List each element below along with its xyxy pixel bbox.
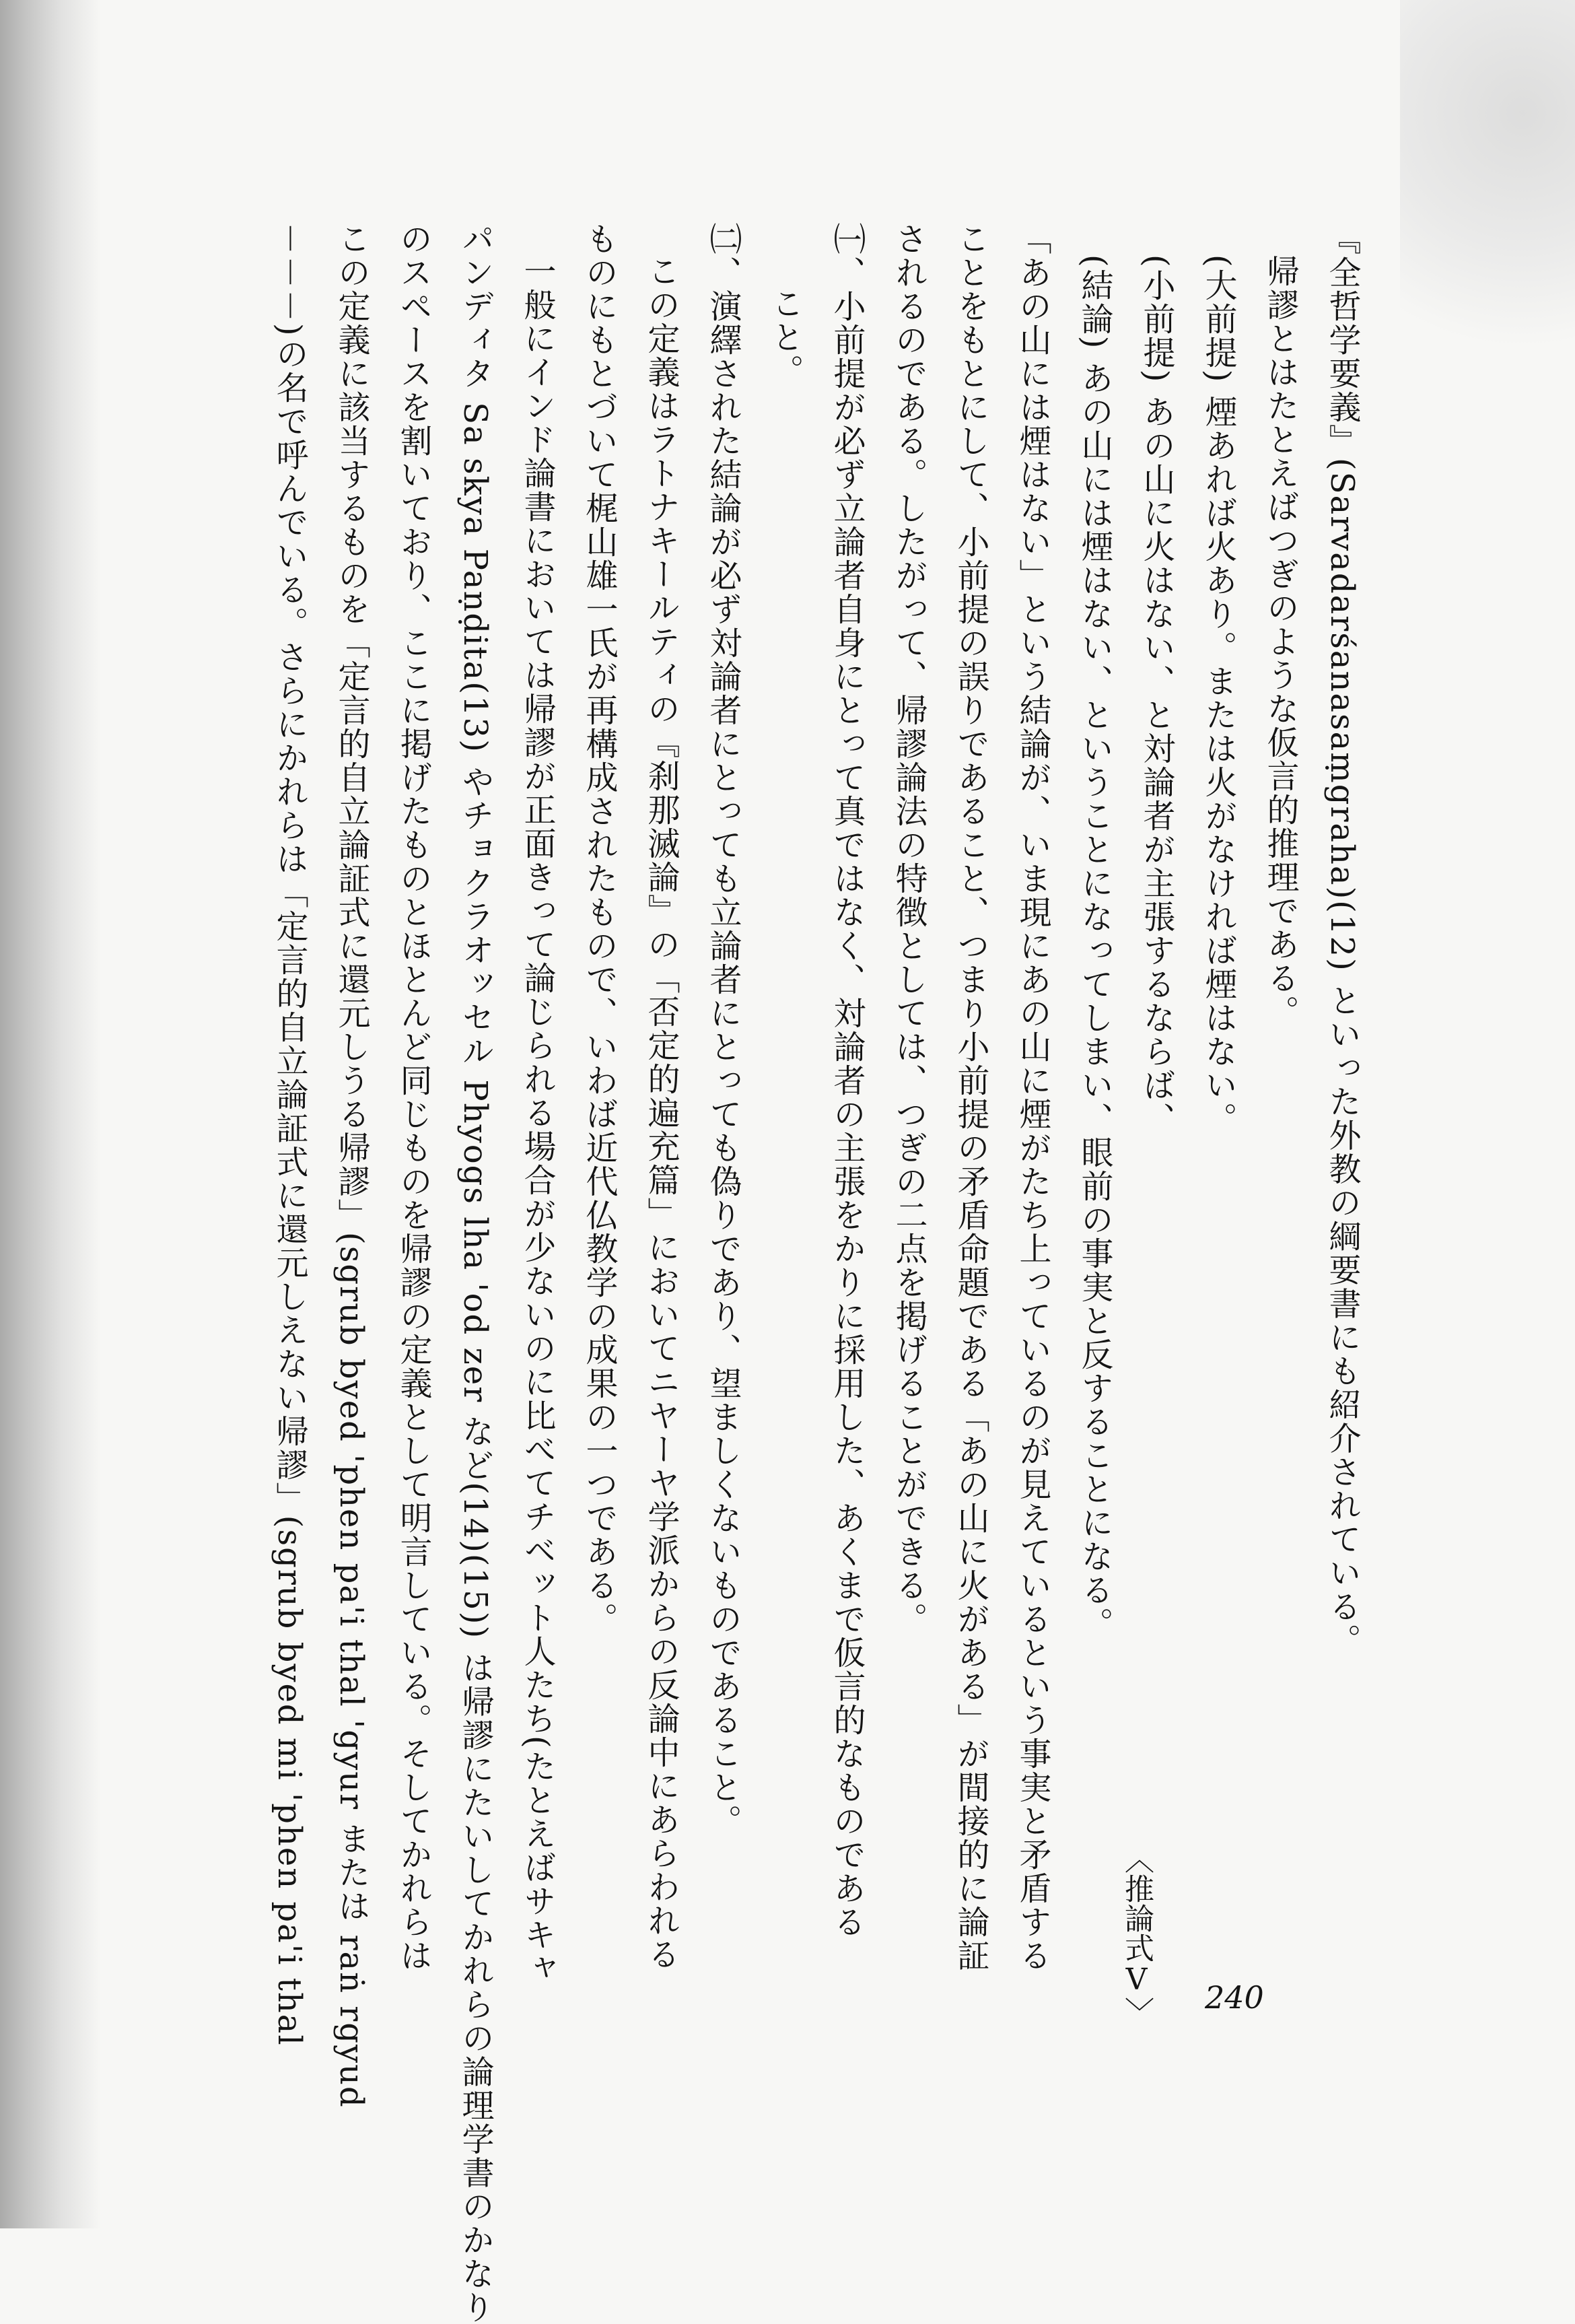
text-line-13: ものにもとづいて梶山雄一氏が再構成されたもので、いわば近代仏教学の成果の一つである。	[580, 222, 618, 1636]
text-line-14: 一般にインド論書においては帰謬が正面きって論じられる場合が少ないのに比べてチベット人たち(たとえばサキャ	[518, 254, 556, 1985]
minor-premise: (小前提) あの山に火はない、と対論者が主張するならば、	[1138, 254, 1175, 1136]
main-text	[258, 222, 1373, 2324]
page-number: 240	[1205, 1979, 1264, 2016]
text-line-16: のスペースを割いており、ここに掲げたものとほとんど同じものを帰謬の定義として明言している。そしてかれらは	[394, 222, 432, 1973]
scan-shadow-left	[0, 0, 101, 2228]
text-line-15: パンディタ Sa skya Paṇḍita(13) やチョクラオッセル Phyogs lha 'od zer など(14)(15)) は帰謬にたいしてかれらの論理学書のかなり	[456, 222, 494, 2324]
point-two: ㈡、演繹された結論が必ず対論者にとっても立論者にとっても偽りであり、望ましくないものであること。	[704, 222, 742, 1838]
text-line-18: －－－)の名で呼んでいる。さらにかれらは「定言的自立論証式に還元しえない帰謬」(sgrub byed mi 'phen pa'i thal	[271, 222, 308, 2047]
text-line-12: この定義はラトナキールティの『刹那滅論』の「否定的遍充篇」においてニヤーヤ学派からの反論中にあらわれる	[642, 254, 680, 1971]
point-one: ㈠、小前提が必ず立論者自身にとって真ではなく、対論者の主張をかりに採用した、あくまで仮言的なものである	[828, 222, 866, 1939]
conclusion: (結論) あの山には煙はない、ということになってしまい、眼前の事実と反することになる。	[1076, 254, 1113, 1641]
text-line-7: ことをもとにして、小前提の誤りであること、つまり小前提の矛盾命題である「あの山に火がある」が間接的に論証	[952, 222, 989, 1973]
text-line-1: 『全哲学要義』(Sarvadarśanasaṃgraha)(12) といった外教の綱要書にも紹介されている。	[1323, 222, 1361, 1657]
scan-shadow-corner	[1400, 0, 1575, 377]
text-line-17: この定義に該当するものを「定言的自立論証式に還元しうる帰謬」(sgrub byed 'phen pa'i thal 'gyur または raṅ rgyud	[332, 222, 370, 2109]
text-line-6: 「あの山には煙はない」という結論が、いま現にあの山に煙がたち上っているのが見えているという事実と矛盾する	[1014, 222, 1051, 1973]
inference-label: 〈推論式Ⅴ〉	[1119, 1844, 1154, 2026]
point-one-cont: こと。	[766, 287, 804, 388]
major-premise: (大前提) 煙あれば火あり。または火がなければ煙はない。	[1199, 254, 1237, 1136]
text-line-2: 帰謬とはたとえばつぎのような仮言的推理である。	[1261, 254, 1299, 1029]
text-line-8: されるのである。したがって、帰謬論法の特徴としては、つぎの二点を掲げることができる。	[890, 222, 928, 1636]
